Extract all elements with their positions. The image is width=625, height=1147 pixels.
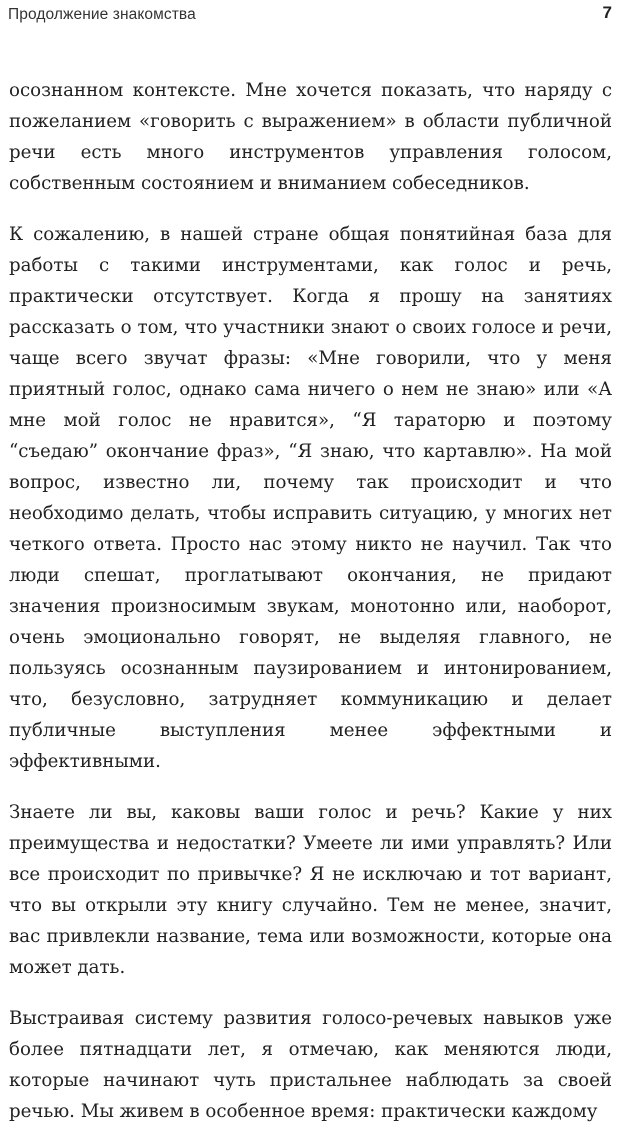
page-number: 7 xyxy=(602,3,612,22)
paragraph-2: К сожалению, в нашей стране общая понятийная база для работы с такими инструментами, как голос и речь, практически отсутствует. Когда я прошу на занятиях рассказать о том, что участники знают о своих голосе и речи, чаще всего звучат фразы: «Мне говорили, что у меня приятный голос, однако сама ничего о нем не знаю» или «А мне мой голос не нравится», “Я тараторю и поэтому “съедаю” окончание фраз», “Я знаю, что картавлю». На мой вопрос, известно ли, почему так происходит и что необходимо делать, чтобы исправить ситуацию, у многих нет четкого ответа. Просто нас этому никто не научил. Так что люди спешат, проглатывают окончания, не придают значения произносимым звукам, монотонно или, наоборот, очень эмоционально говорят, не выделяя главного, не пользуясь осознанным паузированием и интонированием, что, безусловно, затрудняет коммуникацию и делает публичные выступления менее эффектными и эффективными. xyxy=(9,224,612,772)
paragraph-4: Выстраивая систему развития голосо-речевых навыков уже более пятнадцати лет, я отмечаю, как меняются люди, которые начинают чуть пристальнее наблюдать за своей речью. Мы живем в особенное время: практически каждому xyxy=(9,1008,612,1122)
page-body xyxy=(9,75,612,1147)
running-title: Продолжение знакомства xyxy=(8,6,196,23)
page-header xyxy=(0,0,625,40)
paragraph-1: осознанном контексте. Мне хочется показать, что наряду с пожеланием «говорить с выражением» в области публичной речи есть много инструментов управления голосом, собственным состоянием и вниманием собеседников. xyxy=(9,80,612,194)
paragraph-3: Знаете ли вы, каковы ваши голос и речь? Какие у них преимущества и недостатки? Умеете ли ими управлять? Или все происходит по привычке? Я не исключаю и тот вариант, что вы открыли эту книгу случайно. Тем не менее, значит, вас привлекли название, тема или возможности, которые она может дать. xyxy=(9,802,612,978)
